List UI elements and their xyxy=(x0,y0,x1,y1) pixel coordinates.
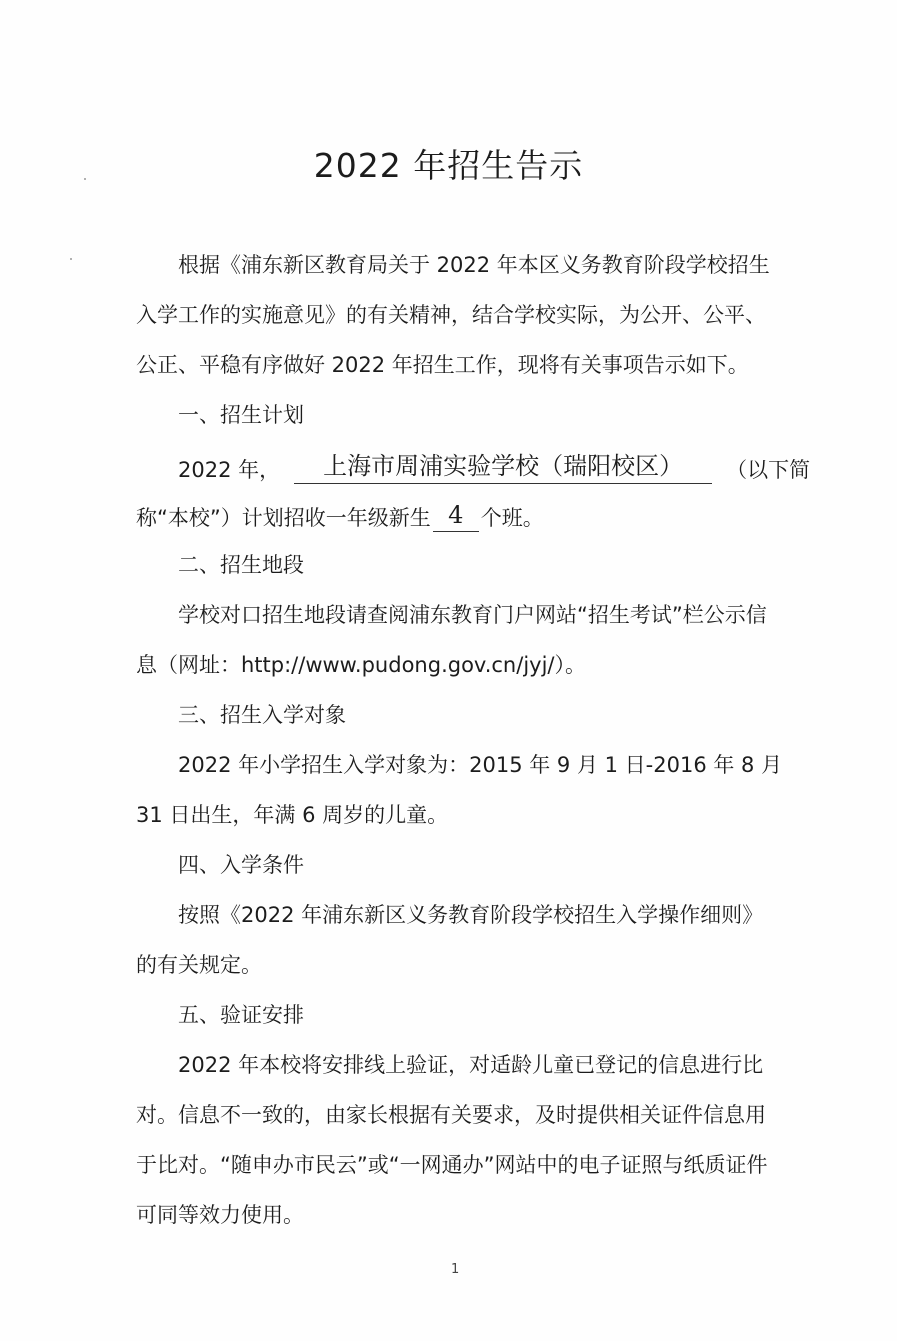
section-1-suffix: （以下简 xyxy=(726,458,811,482)
intro-line-1: 根据《浦东新区教育局关于 2022 年本区义务教育阶段学校招生 xyxy=(178,253,770,277)
scan-speck xyxy=(84,178,86,180)
section-3-line-2: 31 日出生，年满 6 周岁的儿童。 xyxy=(136,803,449,827)
section-5-line-2: 对。信息不一致的，由家长根据有关要求，及时提供相关证件信息用 xyxy=(136,1103,766,1127)
section-1-line-2 xyxy=(136,501,544,532)
section-1-heading: 一、招生计划 xyxy=(178,403,304,427)
page-number: 1 xyxy=(451,1262,460,1277)
section-4-line-1: 按照《2022 年浦东新区义务教育阶段学校招生入学操作细则》 xyxy=(178,903,764,927)
section-2-heading: 二、招生地段 xyxy=(178,553,304,577)
section-2-line-1: 学校对口招生地段请查阅浦东教育门户网站“招生考试”栏公示信 xyxy=(178,603,767,627)
intro-line-3: 公正、平稳有序做好 2022 年招生工作，现将有关事项告示如下。 xyxy=(136,353,749,377)
document-title: 2022 年招生告示 xyxy=(313,146,584,185)
section-5-line-4: 可同等效力使用。 xyxy=(136,1203,304,1227)
section-2-line-2: 息（网址：http://www.pudong.gov.cn/jyj/）。 xyxy=(136,653,586,677)
section-5-line-3: 于比对。“随申办市民云”或“一网通办”网站中的电子证照与纸质证件 xyxy=(136,1153,768,1177)
class-count-blank: 4 xyxy=(433,501,479,532)
section-1-line2-prefix: 称“本校”）计划招收一年级新生 xyxy=(136,506,431,530)
section-1-line2-suffix: 个班。 xyxy=(480,506,544,530)
section-5-heading: 五、验证安排 xyxy=(178,1003,304,1027)
school-name-blank: 上海市周浦实验学校（瑞阳校区） xyxy=(294,451,712,484)
section-3-heading: 三、招生入学对象 xyxy=(178,703,346,727)
section-1-prefix: 2022 年， xyxy=(178,458,281,482)
section-3-line-1: 2022 年小学招生入学对象为：2015 年 9 月 1 日-2016 年 8 月 xyxy=(178,753,783,777)
section-1-line-1 xyxy=(178,451,810,484)
intro-line-2: 入学工作的实施意见》的有关精神，结合学校实际，为公开、公平、 xyxy=(136,303,766,327)
scan-speck xyxy=(70,258,72,260)
section-4-line-2: 的有关规定。 xyxy=(136,953,262,977)
section-5-line-1: 2022 年本校将安排线上验证，对适龄儿童已登记的信息进行比 xyxy=(178,1053,764,1077)
section-4-heading: 四、入学条件 xyxy=(178,853,304,877)
